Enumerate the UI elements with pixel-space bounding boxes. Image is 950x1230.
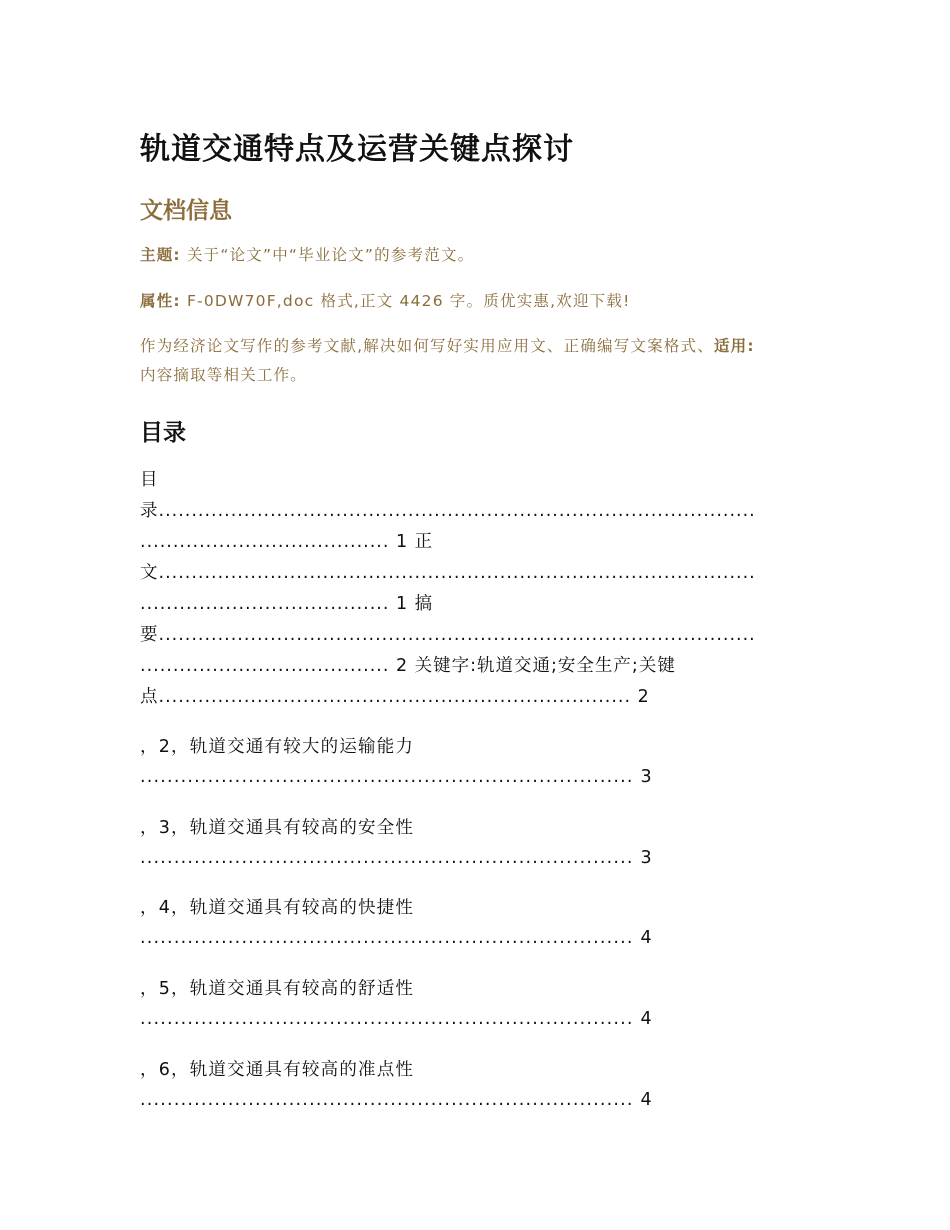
- toc-entry-leader: [140, 843, 653, 873]
- attributes-label: 属性:: [140, 292, 181, 310]
- subject-label: 主题:: [140, 246, 181, 264]
- toc-entry-leader: [140, 762, 653, 792]
- usage-label: 适用:: [713, 337, 755, 355]
- toc-line: 目: [140, 470, 159, 490]
- attributes-line: [140, 287, 630, 315]
- toc-entry-leader: [140, 1085, 653, 1115]
- toc-entry-title: ，4，轨道交通具有较高的快捷性: [140, 898, 415, 918]
- subject-text: 关于“论文”中“毕业论文”的参考范文。: [180, 246, 475, 264]
- toc-entry-title: ，6，轨道交通具有较高的准点性: [140, 1060, 415, 1080]
- usage-text-1: 作为经济论文写作的参考文献,解决如何写好实用应用文、正确编写文案格式、: [140, 337, 714, 355]
- toc-leader-dots: .........................................................................: [140, 1009, 634, 1029]
- toc-line: 要...........................................................................................: [140, 625, 756, 645]
- info-heading: 文档信息: [140, 198, 232, 224]
- toc-entry[interactable]: [140, 893, 653, 953]
- toc-leader-dots: .........................................................................: [140, 848, 634, 868]
- usage-text-2: 内容摘取等相关工作。: [140, 366, 308, 384]
- usage-block: [140, 332, 830, 390]
- toc-entry-title: ，3，轨道交通具有较高的安全性: [140, 818, 415, 838]
- toc-block: [140, 465, 820, 713]
- toc-line: ...................................... 1 正: [140, 532, 434, 552]
- toc-line: ...................................... 1 搞: [140, 594, 434, 614]
- toc-entry-title: ，5，轨道交通具有较高的舒适性: [140, 979, 415, 999]
- toc-entry-leader: [140, 1004, 653, 1034]
- toc-entry-title: ，2，轨道交通有较大的运输能力: [140, 737, 415, 757]
- toc-page-number: 4: [640, 1009, 653, 1029]
- toc-heading: 目录: [140, 420, 186, 446]
- toc-line: ...................................... 2 关键字:轨道交通;安全生产;关键: [140, 656, 676, 676]
- attributes-text: F-0DW70F,doc 格式,正文 4426 字。质优实惠,欢迎下载!: [180, 292, 631, 310]
- toc-entry-leader: [140, 923, 653, 953]
- toc-leader-dots: .........................................................................: [140, 928, 634, 948]
- toc-page-number: 4: [640, 1090, 653, 1110]
- toc-line: 点........................................................................ 2: [140, 687, 650, 707]
- toc-page-number: 3: [640, 767, 653, 787]
- toc-entry[interactable]: [140, 1055, 653, 1115]
- toc-entry[interactable]: [140, 813, 653, 873]
- subject-line: [140, 241, 474, 269]
- toc-leader-dots: .........................................................................: [140, 767, 634, 787]
- toc-line: 文...........................................................................................: [140, 563, 756, 583]
- toc-line: 录...........................................................................................: [140, 501, 756, 521]
- toc-entry[interactable]: [140, 974, 653, 1034]
- toc-page-number: 4: [640, 928, 653, 948]
- document-title: 轨道交通特点及运营关键点探讨: [140, 132, 574, 167]
- toc-entry[interactable]: [140, 732, 653, 792]
- toc-leader-dots: .........................................................................: [140, 1090, 634, 1110]
- toc-page-number: 3: [640, 848, 653, 868]
